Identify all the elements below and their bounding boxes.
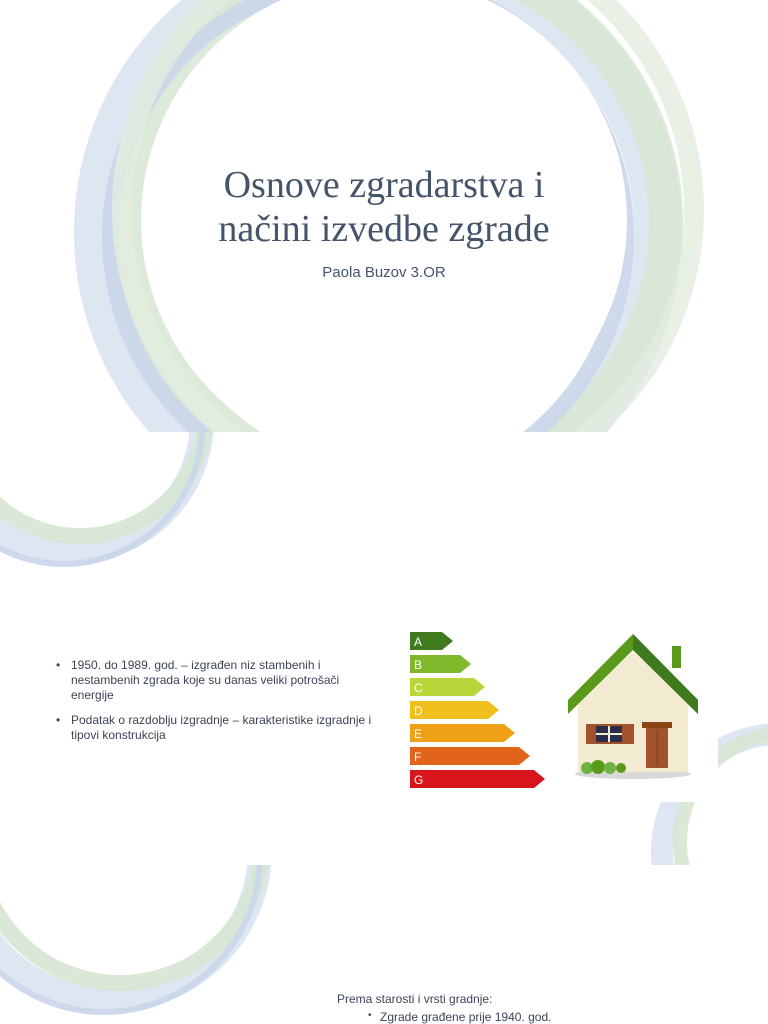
energy-label-b: B xyxy=(414,658,423,672)
title-line-1: Osnove zgradarstva i xyxy=(223,164,545,206)
energy-bar-d xyxy=(410,701,499,719)
section-intro: Prema starosti i vrsti gradnje: xyxy=(337,992,493,1006)
energy-bar-c xyxy=(410,678,485,696)
energy-label-d: D xyxy=(414,704,423,718)
energy-efficiency-graphic xyxy=(400,622,718,802)
bullet-item: • 1950. do 1989. god. – izgrađen niz stambenih i nestambenih zgrada koje su danas veliki potrošači energije xyxy=(56,658,376,703)
energy-bar-f xyxy=(410,747,530,765)
energy-bar-a xyxy=(410,632,453,650)
title-slide xyxy=(0,0,768,432)
energy-label-a: A xyxy=(414,635,423,649)
energy-label-f: F xyxy=(414,750,422,764)
house-icon xyxy=(568,634,698,779)
slide-title xyxy=(150,163,618,251)
bullet-item: • Podatak o razdoblju izgradnje – karakteristike izgradnje i tipovi konstrukcija xyxy=(56,713,376,743)
energy-graphic-svg xyxy=(400,622,718,802)
bullet-list xyxy=(56,658,376,753)
title-line-2: načini izvedbe zgrade xyxy=(218,208,550,250)
energy-bar-g xyxy=(410,770,545,788)
partial-slide xyxy=(0,865,768,1024)
energy-bar-b xyxy=(410,655,471,673)
energy-label-g: G xyxy=(414,773,424,787)
energy-label-e: E xyxy=(414,727,423,741)
slide-subtitle: Paola Buzov 3.OR xyxy=(322,264,446,281)
energy-bar-e xyxy=(410,724,515,742)
sub-bullet-item: • Zgrade građene prije 1940. god. xyxy=(368,1010,551,1024)
energy-label-c: C xyxy=(414,681,423,695)
content-slide xyxy=(0,432,768,865)
energy-scale xyxy=(410,632,545,788)
sub-bullet-list xyxy=(368,1010,551,1024)
